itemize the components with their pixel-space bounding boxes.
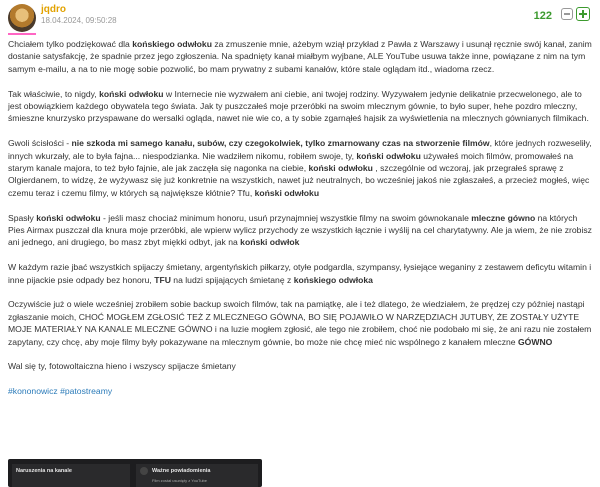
paragraph-5: W każdym razie jbać wszystkich spijaczy śmietany, argentyńskich piłkarzy, otyłe podgardla, szympansy, łysiejące weganiny z zestawem deficytu witamin i inne pijackie psie odpady bez honoru, TFU na ludzi spijających śmietanę z końskiego odwłoka bbox=[8, 262, 592, 285]
bold-phrase: nie szkoda mi samego kanału, subów, czy czegokolwiek, tylko zmarnowany czas na stworzenie filmów bbox=[71, 138, 490, 149]
embed-right-subtitle: Film został usunięty z YouTube bbox=[152, 478, 207, 483]
bold-phrase: TFU bbox=[154, 274, 171, 285]
embed-right-title: Ważne powiadomienia bbox=[152, 468, 211, 474]
bold-phrase: koński odwłoku bbox=[356, 150, 421, 161]
embed-notification-icon bbox=[140, 467, 148, 475]
bold-phrase: koński odwłoku bbox=[308, 163, 373, 174]
bold-phrase: GÓWNO bbox=[517, 336, 553, 347]
embedded-screenshot[interactable] bbox=[8, 459, 262, 487]
bold-phrase: końskiego odwłoku bbox=[132, 39, 212, 49]
avatar-gender-bar bbox=[8, 33, 36, 35]
embed-left-title: Naruszenia na kanale bbox=[16, 468, 72, 474]
bold-phrase: końskiego odwłoka bbox=[293, 274, 373, 285]
paragraph-1: Chciałem tylko podziękować dla końskiego odwłoku za zmuszenie mnie, ażebym wziął przykład z Pawła z Warszawy i usunął ręcznie swój kanał, zanim dostanie satysfakcję, że spadnie przez jego zgłoszenia. Na spadnięty kanał miałbym wyjbane, ALE YouTube usuwa także inne, powiązane z nim na tym samym e-mailu, a na to nie mogę sobie pozwolić, bo mam prywatny z subami kanałów, które stale oglądam itd., wiadoma rzecz. bbox=[8, 39, 592, 74]
vote-count: 122 bbox=[533, 10, 552, 22]
bold-phrase: koński odwłoku bbox=[36, 212, 101, 223]
bold-phrase: mleczne gówno bbox=[471, 212, 536, 223]
paragraph-3: Gwoli ścisłości - nie szkoda mi samego kanału, subów, czy czegokolwiek, tylko zmarnowany czas na stworzenie filmów, które jednych rozweseliły, innych wkurzały, ale to była fajna... niespodzianka. Nie wadziłem nikomu, robiłem swoje, ty, koński odwłoku używałeś moich filmów, promowałeś na starym kanale majora, to też było fajnie, ale jak zaczęła się nagonka na ciebie, koński odwłoku , szczególnie od wczoraj, jak przegrałeś sprawę z Olgierdanem, to widzę, że wyżywasz się już konkretnie na wszystkich, nawet już neutralnych, bo wcześniej jakoś nie zgłaszałeś, a przecież mogłeś, więc czemu teraz i czemu filmy, w których są największe kłótnie? Tfu, koński odwłoku bbox=[8, 138, 592, 198]
paragraph-7: Wal się ty, fotowoltaiczna hieno i wszyscy spijacze śmietany bbox=[8, 361, 236, 372]
tag-patostreamy[interactable]: #patostreamy bbox=[60, 386, 113, 397]
post-content bbox=[8, 38, 592, 410]
paragraph-4: Spasły koński odwłoku - jeśli masz chociaż minimum honoru, usuń przynajmniej wszystkie filmy na swoim gównokanale mleczne gówno na których Pies Airmax puszczał dla knura moje przeróbki, ale wpierw wylicz przychody ze wszystkich łącznie i wyślij na cel charytatywny. Ale ja wiem, że nie zrobisz ani jednego, ani drugiego, bo masz zbyt miękki odbyt, jak na koński odwłok bbox=[8, 212, 592, 248]
bold-phrase: koński odwłoku bbox=[99, 88, 164, 99]
tag-kononowicz[interactable]: #kononowicz bbox=[8, 386, 58, 397]
tags bbox=[8, 385, 592, 397]
author-name[interactable]: jqdro bbox=[41, 4, 66, 15]
paragraph-2: Tak właściwie, to nigdy, koński odwłoku w Internecie nie wyzwałem ani ciebie, ani twojej rodziny. Wyzywałem jedynie delikatnie przecwelonego, ale to jest obowiązkiem każdego obywatela tego świata. Jak ty puszczałeś moje przeróbki na swoim mlecznym gównie, to było super, hehe pozdro mleczny, śmieszne knurzysko przyspawane do wersalki ogląda, nawet nie wie co, a ty sobie zgarnąłeś hajsik za wyświetlenia na mlecznych gównianych filmikach. bbox=[8, 88, 589, 124]
downvote-icon[interactable] bbox=[561, 8, 573, 20]
bold-phrase: koński odwłoku bbox=[254, 187, 320, 198]
paragraph-6: Oczywiście już o wiele wcześniej zrobiłem sobie backup swoich filmów, tak na pamiątkę, ale i też dlatego, że wiedziałem, że prędzej czy później nastąpi zgłaszanie moich, CHOĆ MOGŁEM ZGŁOSIĆ TEŻ Z MLECZNEGO GÓWNA, BO SIĘ POJAWIŁO W NARZĘDZIACH JUTUBY, ŻE ZOSTAŁY UŻYTE MOJE MATERIAŁY NA KANALE MLECZNE GÓWNO i na luzie mogłem zgłosić, ale tego nie zrobiłem, choć nie podobało mi się, że ani razu nie zostałem zapytany, czy chcę, aby moje filmy były pokazywane na mlecznym gównie, bo może nie chcę mieć nic wspólnego z kanałem mleczne GÓWNO bbox=[8, 299, 592, 347]
user-avatar[interactable] bbox=[8, 4, 36, 32]
bold-phrase: koński odwłok bbox=[240, 237, 300, 248]
post-date: 18.04.2024, 09:50:28 bbox=[41, 16, 117, 25]
upvote-icon[interactable] bbox=[576, 7, 590, 21]
